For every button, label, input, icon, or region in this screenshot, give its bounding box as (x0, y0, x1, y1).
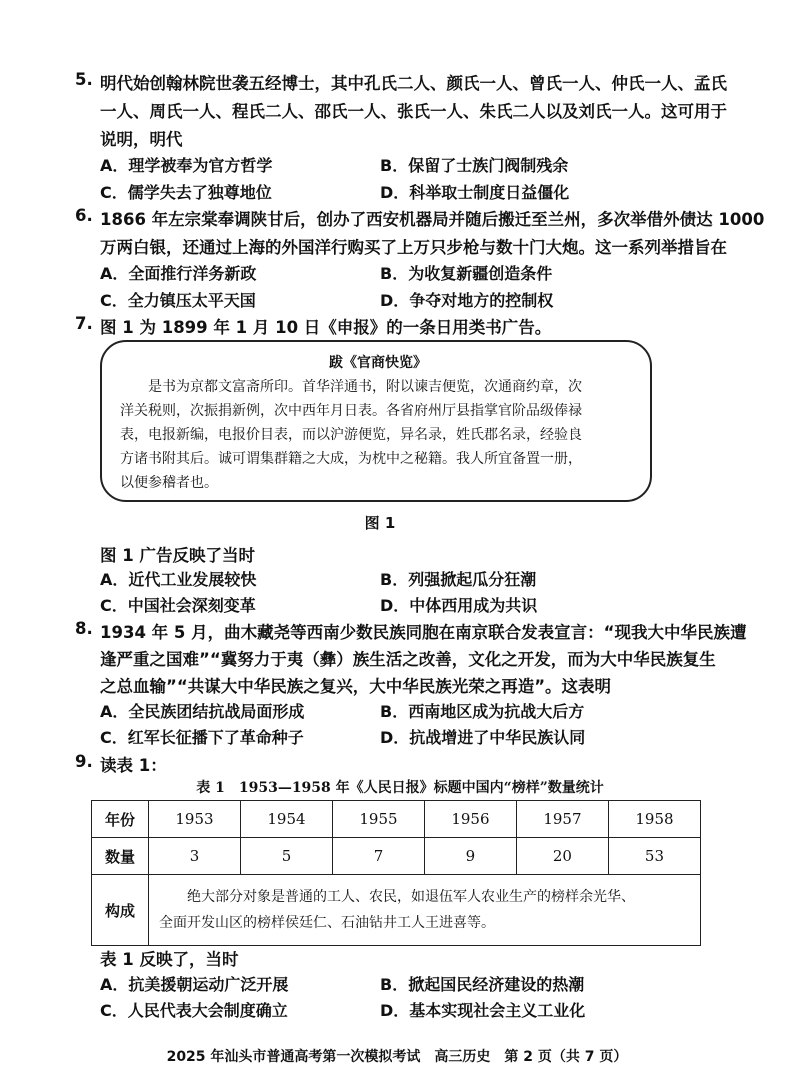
q7-option-d: D．中体西用成为共识 (380, 596, 538, 615)
q5-option-b: B．保留了士族门阀制残余 (380, 156, 569, 175)
newspaper-ad-box (100, 340, 652, 502)
q9-option-c: C．人民代表大会制度确立 (100, 1001, 288, 1020)
q8-number: 8. (75, 619, 93, 638)
figure-caption: 图 1 (364, 514, 396, 532)
composition-line: 绝大部分对象是普通的工人、农民，如退伍军人农业生产的榜样余光华、 (187, 889, 635, 905)
q9-option-b: B．掀起国民经济建设的热潮 (380, 975, 585, 994)
q6-option-b: B．为收复新疆创造条件 (380, 264, 553, 283)
ad-text-line: 以便参稽者也。 (120, 475, 218, 491)
q8-option-c: C．红军长征播下了革命种子 (100, 728, 304, 747)
count-cell: 5 (240, 838, 332, 875)
q9-option-a: A．抗美援朝运动广泛开展 (100, 975, 289, 994)
q7-question: 图 1 广告反映了当时 (100, 546, 255, 565)
table-row (92, 875, 701, 946)
q7-number: 7. (75, 314, 93, 333)
year-cell: 1956 (424, 801, 516, 838)
table-row (92, 801, 701, 838)
q8-stem-line2: 逢严重之国难”“冀努力于夷（彝）族生活之改善，文化之开发，而为大中华民族复生 (100, 650, 716, 669)
q7-option-c: C．中国社会深刻变革 (100, 596, 256, 615)
composition-line: 全面开发山区的榜样侯廷仁、石油钻井工人王进喜等。 (159, 915, 495, 931)
count-header: 数量 (92, 838, 149, 875)
q5-option-c: C．儒学失去了独尊地位 (100, 183, 272, 202)
ad-text-line: 洋关税则，次振捐新例，次中西年月日表。各省府州厅县指掌官阶品级俸禄 (120, 403, 582, 419)
q7-stem-line1: 图 1 为 1899 年 1 月 10 日《申报》的一条日用类书广告。 (100, 318, 552, 337)
q5-stem-line1: 明代始创翰林院世袭五经博士，其中孔氏二人、颜氏一人、曾氏一人、仲氏一人、孟氏 (100, 74, 727, 93)
q5-option-d: D．科举取士制度日益僵化 (380, 183, 570, 202)
year-cell: 1958 (608, 801, 700, 838)
q8-option-a: A．全民族团结抗战局面形成 (100, 702, 305, 721)
composition-cell (149, 875, 701, 946)
q9-question: 表 1 反映了，当时 (100, 950, 239, 969)
q8-stem-line3: 之总血输”“共谋大中华民族之复兴，大中华民族光荣之再造”。这表明 (100, 677, 612, 696)
q6-option-d: D．争夺对地方的控制权 (380, 291, 554, 310)
q6-stem-line1: 1866 年左宗棠奉调陕甘后，创办了西安机器局并随后搬迁至兰州，多次举借外债达 1000 (100, 210, 765, 229)
count-cell: 7 (332, 838, 424, 875)
composition-header: 构成 (92, 875, 149, 946)
year-cell: 1953 (149, 801, 241, 838)
ad-title: 跋《官商快览》 (329, 355, 427, 371)
q6-stem-line2: 万两白银，还通过上海的外国洋行购买了上万只步枪与数十门大炮。这一系列举措旨在 (100, 238, 727, 257)
q8-stem-line1: 1934 年 5 月，曲木藏尧等西南少数民族同胞在南京联合发表宣言：“现我大中华民族遭 (100, 623, 747, 642)
q7-option-b: B．列强掀起瓜分狂潮 (380, 570, 537, 589)
table-caption: 表 1 1953—1958 年《人民日报》标题中国内“榜样”数量统计 (196, 780, 604, 796)
table-row (92, 838, 701, 875)
q6-option-c: C．全力镇压太平天国 (100, 291, 256, 310)
year-cell: 1957 (516, 801, 608, 838)
q5-stem-line3: 说明，明代 (100, 130, 183, 149)
q5-option-a: A．理学被奉为官方哲学 (100, 156, 273, 175)
q5-number: 5. (75, 70, 93, 89)
ad-text-line: 表，电报新编，电报价目表，而以沪游便览，异名录，姓氏郡名录，经验良 (120, 427, 582, 443)
q8-option-b: B．西南地区成为抗战大后方 (380, 702, 585, 721)
count-cell: 20 (516, 838, 608, 875)
q6-option-a: A．全面推行洋务新政 (100, 264, 257, 283)
count-cell: 9 (424, 838, 516, 875)
q9-option-d: D．基本实现社会主义工业化 (380, 1001, 586, 1020)
year-cell: 1955 (332, 801, 424, 838)
year-cell: 1954 (240, 801, 332, 838)
q6-number: 6. (75, 206, 93, 225)
q7-option-a: A．近代工业发展较快 (100, 570, 257, 589)
page-footer: 2025 年汕头市普通高考第一次模拟考试 高三历史 第 2 页（共 7 页） (166, 1049, 628, 1065)
count-cell: 53 (608, 838, 700, 875)
statistics-table (91, 800, 701, 946)
count-cell: 3 (149, 838, 241, 875)
q8-option-d: D．抗战增进了中华民族认同 (380, 728, 586, 747)
q5-stem-line2: 一人、周氏一人、程氏二人、邵氏一人、张氏一人、朱氏二人以及刘氏一人。这可用于 (100, 102, 727, 121)
ad-text-line: 方诸书附其后。诚可谓集群籍之大成，为枕中之秘籍。我人所宜备置一册， (120, 451, 582, 467)
q9-number: 9. (75, 752, 93, 771)
year-header: 年份 (92, 801, 149, 838)
ad-text-line: 是书为京都文富斋所印。首华洋通书，附以谏吉便览，次通商约章，次 (148, 379, 582, 395)
q9-stem-line1: 读表 1： (100, 756, 167, 775)
